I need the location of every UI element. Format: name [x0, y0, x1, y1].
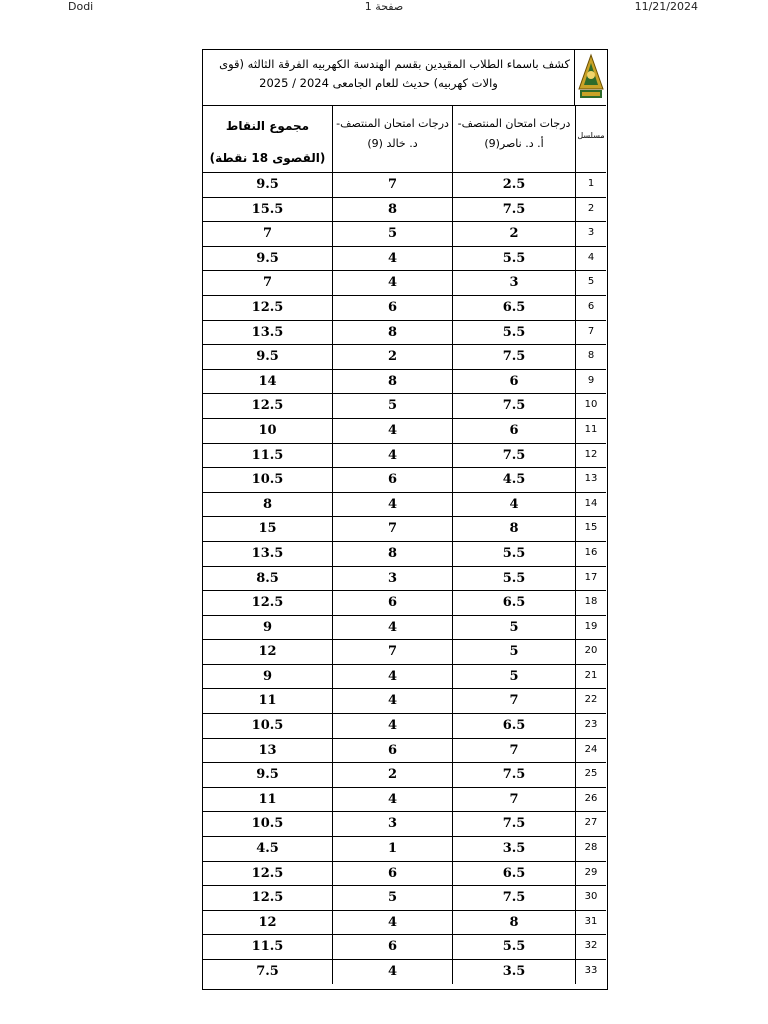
- table-row: [203, 197, 606, 222]
- total-cell: 9: [262, 619, 273, 635]
- nasser-grade-cell: 7.5: [452, 763, 575, 787]
- table-row: [203, 738, 606, 763]
- table-row: [203, 910, 606, 935]
- serial-cell: 24: [575, 739, 606, 763]
- total-cell: 10: [258, 422, 277, 438]
- total-cell: 8.5: [256, 570, 279, 586]
- nasser-grade-cell: 7.5: [452, 812, 575, 836]
- table-row: [203, 320, 606, 345]
- nasser-grade-cell: 7: [452, 739, 575, 763]
- khaled-grade-cell: 4: [332, 714, 452, 738]
- total-cell: 15: [258, 521, 277, 537]
- nasser-grade-cell: 7.5: [452, 345, 575, 369]
- column-header-midterm-khaled-line-1: درجات امتحان المنتصف-: [336, 117, 449, 130]
- column-header-midterm-khaled: [332, 106, 452, 172]
- total-cell: 15.5: [251, 201, 284, 217]
- khaled-grade-cell: 6: [332, 591, 452, 615]
- total-cell: 12: [258, 644, 277, 660]
- serial-cell: 9: [575, 370, 606, 394]
- column-header-midterm-nasser-line-2: أ. د. ناصر(9): [484, 137, 544, 150]
- khaled-grade-cell: 7: [332, 173, 452, 197]
- table-row: [203, 172, 606, 197]
- column-header-midterm-nasser-line-1: درجات امتحان المنتصف-: [457, 117, 571, 130]
- khaled-grade-cell: 4: [332, 616, 452, 640]
- column-header-midterm-khaled-line-2: د. خالد (9): [367, 137, 418, 150]
- table-row: [203, 369, 606, 394]
- total-cell: 4.5: [256, 841, 279, 857]
- table-row: [203, 959, 606, 984]
- table-row: [203, 344, 606, 369]
- total-cell: 13: [258, 742, 277, 758]
- table-row: [203, 639, 606, 664]
- column-header-midterm-nasser: [452, 106, 575, 172]
- total-cell: 7: [262, 226, 273, 242]
- serial-cell: 18: [575, 591, 606, 615]
- total-cell: 12: [258, 914, 277, 930]
- serial-cell: 11: [575, 419, 606, 443]
- serial-cell: 28: [575, 837, 606, 861]
- khaled-grade-cell: 7: [332, 517, 452, 541]
- total-cell: 10.5: [251, 718, 284, 734]
- nasser-grade-cell: 2.5: [452, 173, 575, 197]
- total-cell: 11.5: [251, 939, 284, 955]
- total-cell: 8: [262, 496, 273, 512]
- khaled-grade-cell: 4: [332, 788, 452, 812]
- grades-sheet: [202, 49, 608, 990]
- nasser-grade-cell: 5: [452, 616, 575, 640]
- khaled-grade-cell: 6: [332, 862, 452, 886]
- khaled-grade-cell: 4: [332, 444, 452, 468]
- serial-cell: 2: [575, 198, 606, 222]
- serial-cell: 16: [575, 542, 606, 566]
- serial-cell: 10: [575, 394, 606, 418]
- total-cell: 9: [262, 668, 273, 684]
- serial-cell: 22: [575, 689, 606, 713]
- nasser-grade-cell: 4.5: [452, 468, 575, 492]
- khaled-grade-cell: 3: [332, 567, 452, 591]
- nasser-grade-cell: 7.5: [452, 198, 575, 222]
- serial-cell: 6: [575, 296, 606, 320]
- serial-cell: 1: [575, 173, 606, 197]
- khaled-grade-cell: 2: [332, 345, 452, 369]
- total-cell: 9.5: [256, 767, 279, 783]
- nasser-grade-cell: 8: [452, 911, 575, 935]
- serial-cell: 31: [575, 911, 606, 935]
- table-row: [203, 885, 606, 910]
- serial-cell: 15: [575, 517, 606, 541]
- serial-cell: 27: [575, 812, 606, 836]
- serial-cell: 30: [575, 886, 606, 910]
- khaled-grade-cell: 8: [332, 370, 452, 394]
- nasser-grade-cell: 6.5: [452, 296, 575, 320]
- nasser-grade-cell: 3: [452, 271, 575, 295]
- total-cell: 12.5: [251, 890, 284, 906]
- table-row: [203, 418, 606, 443]
- table-row: [203, 492, 606, 517]
- serial-cell: 5: [575, 271, 606, 295]
- serial-cell: 13: [575, 468, 606, 492]
- total-cell: 9.5: [256, 177, 279, 192]
- table-row: [203, 934, 606, 959]
- serial-cell: 3: [575, 222, 606, 246]
- table-row: [203, 762, 606, 787]
- serial-cell: 19: [575, 616, 606, 640]
- nasser-grade-cell: 6.5: [452, 862, 575, 886]
- table-row: [203, 566, 606, 591]
- nasser-grade-cell: 6: [452, 419, 575, 443]
- table-row: [203, 787, 606, 812]
- serial-cell: 25: [575, 763, 606, 787]
- khaled-grade-cell: 6: [332, 739, 452, 763]
- total-cell: 7: [262, 275, 273, 291]
- sheet-title-line-1: كشف باسماء الطلاب المقيدين بقسم الهندسة الكهربيه الفرقة الثالثه (قوى: [219, 57, 570, 71]
- title-row: [203, 50, 606, 106]
- serial-cell: 29: [575, 862, 606, 886]
- khaled-grade-cell: 2: [332, 763, 452, 787]
- table-row: [203, 295, 606, 320]
- khaled-grade-cell: 7: [332, 640, 452, 664]
- print-header-page: صفحة 1: [364, 0, 404, 13]
- table-row: [203, 590, 606, 615]
- column-header-total-line-1: مجموع النقاط: [225, 119, 310, 133]
- khaled-grade-cell: 8: [332, 542, 452, 566]
- khaled-grade-cell: 4: [332, 271, 452, 295]
- khaled-grade-cell: 4: [332, 665, 452, 689]
- total-cell: 13.5: [251, 324, 284, 340]
- nasser-grade-cell: 5.5: [452, 567, 575, 591]
- nasser-grade-cell: 6.5: [452, 714, 575, 738]
- khaled-grade-cell: 6: [332, 296, 452, 320]
- nasser-grade-cell: 5.5: [452, 321, 575, 345]
- total-cell: 10.5: [251, 816, 284, 832]
- serial-cell: 7: [575, 321, 606, 345]
- khaled-grade-cell: 4: [332, 960, 452, 984]
- serial-cell: 33: [575, 960, 606, 984]
- print-header-left: Dodi: [68, 0, 94, 13]
- khaled-grade-cell: 5: [332, 222, 452, 246]
- total-cell: 12.5: [251, 865, 284, 881]
- grades-table: [203, 172, 606, 984]
- total-cell: 7.5: [256, 964, 279, 979]
- sheet-title: [207, 55, 570, 93]
- khaled-grade-cell: 4: [332, 689, 452, 713]
- total-cell: 14: [258, 373, 277, 389]
- total-cell: 12.5: [251, 595, 284, 611]
- serial-cell: 21: [575, 665, 606, 689]
- nasser-grade-cell: 7: [452, 788, 575, 812]
- table-row: [203, 811, 606, 836]
- table-row: [203, 861, 606, 886]
- nasser-grade-cell: 5.5: [452, 935, 575, 959]
- table-row: [203, 467, 606, 492]
- nasser-grade-cell: 2: [452, 222, 575, 246]
- column-header-serial: مسلسل: [575, 106, 606, 172]
- nasser-grade-cell: 3.5: [452, 960, 575, 984]
- nasser-grade-cell: 4: [452, 493, 575, 517]
- table-row: [203, 443, 606, 468]
- serial-cell: 12: [575, 444, 606, 468]
- table-row: [203, 246, 606, 271]
- nasser-grade-cell: 8: [452, 517, 575, 541]
- print-header-date: 11/21/2024: [634, 0, 698, 13]
- khaled-grade-cell: 1: [332, 837, 452, 861]
- serial-cell: 17: [575, 567, 606, 591]
- table-row: [203, 541, 606, 566]
- nasser-grade-cell: 6: [452, 370, 575, 394]
- nasser-grade-cell: 7: [452, 689, 575, 713]
- table-row: [203, 270, 606, 295]
- khaled-grade-cell: 4: [332, 419, 452, 443]
- khaled-grade-cell: 6: [332, 468, 452, 492]
- nasser-grade-cell: 7.5: [452, 444, 575, 468]
- table-row: [203, 393, 606, 418]
- total-cell: 9.5: [256, 349, 279, 365]
- university-emblem-icon: [574, 50, 606, 105]
- serial-cell: 14: [575, 493, 606, 517]
- total-cell: 13.5: [251, 545, 284, 561]
- serial-cell: 8: [575, 345, 606, 369]
- khaled-grade-cell: 6: [332, 935, 452, 959]
- khaled-grade-cell: 3: [332, 812, 452, 836]
- nasser-grade-cell: 5: [452, 640, 575, 664]
- table-row: [203, 516, 606, 541]
- total-cell: 11: [258, 693, 277, 709]
- table-row: [203, 221, 606, 246]
- total-cell: 12.5: [251, 398, 284, 414]
- khaled-grade-cell: 8: [332, 321, 452, 345]
- table-row: [203, 836, 606, 861]
- nasser-grade-cell: 5: [452, 665, 575, 689]
- nasser-grade-cell: 6.5: [452, 591, 575, 615]
- khaled-grade-cell: 4: [332, 493, 452, 517]
- column-header-total-line-2: (القصوى 18 نقطة): [209, 151, 326, 165]
- serial-cell: 32: [575, 935, 606, 959]
- serial-cell: 23: [575, 714, 606, 738]
- nasser-grade-cell: 7.5: [452, 394, 575, 418]
- nasser-grade-cell: 3.5: [452, 837, 575, 861]
- table-row: [203, 664, 606, 689]
- column-header-total: [203, 106, 332, 172]
- sheet-title-line-2: والات كهربيه) حديث للعام الجامعى 2024 / 2025: [259, 76, 498, 90]
- nasser-grade-cell: 5.5: [452, 542, 575, 566]
- khaled-grade-cell: 5: [332, 394, 452, 418]
- total-cell: 10.5: [251, 472, 284, 488]
- nasser-grade-cell: 5.5: [452, 247, 575, 271]
- total-cell: 9.5: [256, 250, 279, 266]
- khaled-grade-cell: 4: [332, 247, 452, 271]
- total-cell: 11: [258, 791, 277, 807]
- serial-cell: 26: [575, 788, 606, 812]
- serial-cell: 20: [575, 640, 606, 664]
- serial-cell: 4: [575, 247, 606, 271]
- table-row: [203, 713, 606, 738]
- khaled-grade-cell: 8: [332, 198, 452, 222]
- nasser-grade-cell: 7.5: [452, 886, 575, 910]
- table-row: [203, 615, 606, 640]
- total-cell: 12.5: [251, 299, 284, 315]
- khaled-grade-cell: 5: [332, 886, 452, 910]
- khaled-grade-cell: 4: [332, 911, 452, 935]
- total-cell: 11.5: [251, 447, 284, 463]
- table-row: [203, 688, 606, 713]
